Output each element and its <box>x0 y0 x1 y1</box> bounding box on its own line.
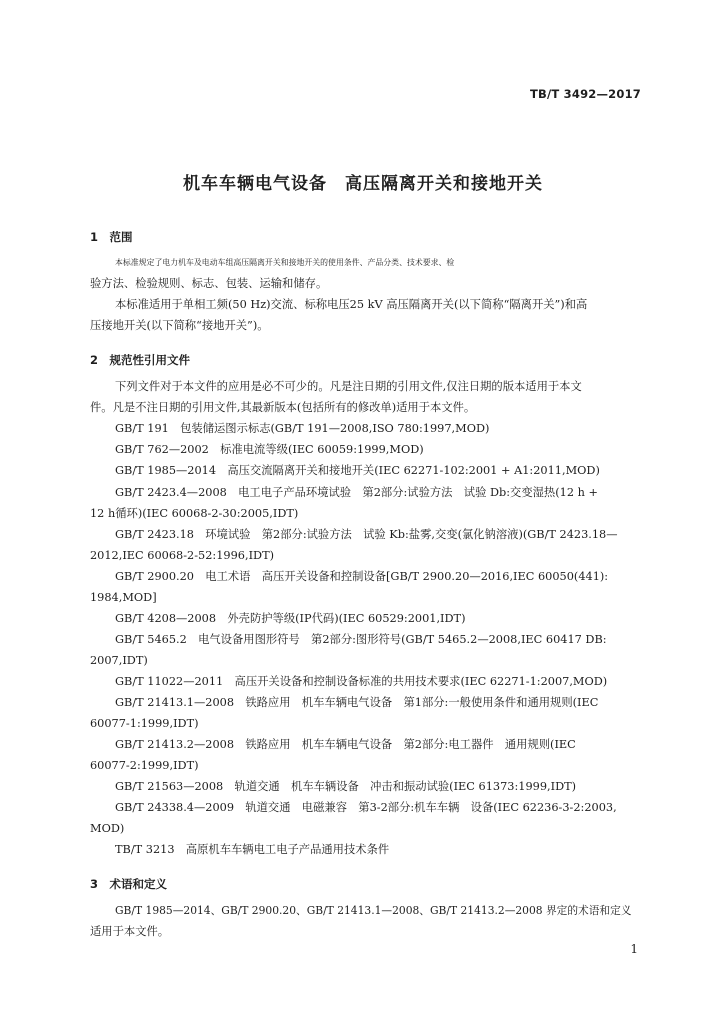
reference-line: 1984,MOD] <box>90 591 157 604</box>
reference-line: 2012,IEC 60068-2-52:1996,IDT) <box>90 549 275 562</box>
paragraph-line: 件。凡是不注日期的引用文件,其最新版本(包括所有的修改单)适用于本文件。 <box>90 401 476 414</box>
page-number: 1 <box>630 942 638 956</box>
paragraph-line: GB/T 1985—2014、GB/T 2900.20、GB/T 21413.1—2008、GB/T 21413.2—2008 界定的术语和定义 <box>115 904 632 917</box>
reference-line: GB/T 2900.20 电工术语 高压开关设备和控制设备[GB/T 2900.20—2016,IEC 60050(441): <box>115 570 609 583</box>
reference-line: GB/T 1985—2014 高压交流隔离开关和接地开关(IEC 62271-102:2001 + A1:2011,MOD) <box>115 464 600 477</box>
reference-line: 60077-1:1999,IDT) <box>90 717 199 730</box>
reference-line: GB/T 2423.18 环境试验 第2部分:试验方法 试验 Kb:盐雾,交变(氯化钠溶液)(GB/T 2423.18— <box>115 528 618 541</box>
reference-line: GB/T 21413.2—2008 铁路应用 机车车辆电气设备 第2部分:电工器件 通用规则(IEC <box>115 738 576 751</box>
reference-line: GB/T 5465.2 电气设备用图形符号 第2部分:图形符号(GB/T 5465.2—2008,IEC 60417 DB: <box>115 633 607 646</box>
paragraph-line: 本标准适用于单相工频(50 Hz)交流、标称电压25 kV 高压隔离开关(以下简称“隔离开关”)和高 <box>115 298 588 311</box>
reference-line: GB/T 762—2002 标准电流等级(IEC 60059:1999,MOD) <box>115 443 424 456</box>
reference-line: GB/T 191 包装储运图示标志(GB/T 191—2008,ISO 780:1997,MOD) <box>115 422 490 435</box>
section-heading-terms-and-definitions: 3 术语和定义 <box>90 877 168 891</box>
paragraph-line: 本标准规定了电力机车及电动车组高压隔离开关和接地开关的使用条件、产品分类、技术要求、检 <box>115 258 455 267</box>
reference-line: TB/T 3213 高原机车车辆电工电子产品通用技术条件 <box>115 843 390 856</box>
section-heading-normative-references: 2 规范性引用文件 <box>90 353 191 367</box>
reference-line: MOD) <box>90 822 125 835</box>
reference-line: GB/T 11022—2011 高压开关设备和控制设备标准的共用技术要求(IEC 62271-1:2007,MOD) <box>115 675 608 688</box>
reference-line: GB/T 2423.4—2008 电工电子产品环境试验 第2部分:试验方法 试验 Db:交变湿热(12 h + <box>115 486 598 499</box>
paragraph-line: 压接地开关(以下简称“接地开关”)。 <box>90 319 269 332</box>
reference-line: 12 h循环)(IEC 60068-2-30:2005,IDT) <box>90 507 299 520</box>
reference-line: 2007,IDT) <box>90 654 148 667</box>
document-title: 机车车辆电气设备 高压隔离开关和接地开关 <box>183 174 543 194</box>
reference-line: GB/T 21563—2008 轨道交通 机车车辆设备 冲击和振动试验(IEC 61373:1999,IDT) <box>115 780 577 793</box>
reference-line: 60077-2:1999,IDT) <box>90 759 199 772</box>
section-heading-scope: 1 范围 <box>90 230 133 244</box>
reference-line: GB/T 24338.4—2009 轨道交通 电磁兼容 第3-2部分:机车车辆 设备(IEC 62236-3-2:2003, <box>115 801 617 814</box>
reference-line: GB/T 21413.1—2008 铁路应用 机车车辆电气设备 第1部分:一般使用条件和通用规则(IEC <box>115 696 599 709</box>
paragraph-line: 验方法、检验规则、标志、包装、运输和储存。 <box>90 277 328 290</box>
standard-code: TB/T 3492—2017 <box>530 87 641 101</box>
reference-line: GB/T 4208—2008 外壳防护等级(IP代码)(IEC 60529:2001,IDT) <box>115 612 466 625</box>
paragraph-line: 适用于本文件。 <box>90 925 170 938</box>
paragraph-line: 下列文件对于本文件的应用是必不可少的。凡是注日期的引用文件,仅注日期的版本适用于本文 <box>115 380 582 393</box>
